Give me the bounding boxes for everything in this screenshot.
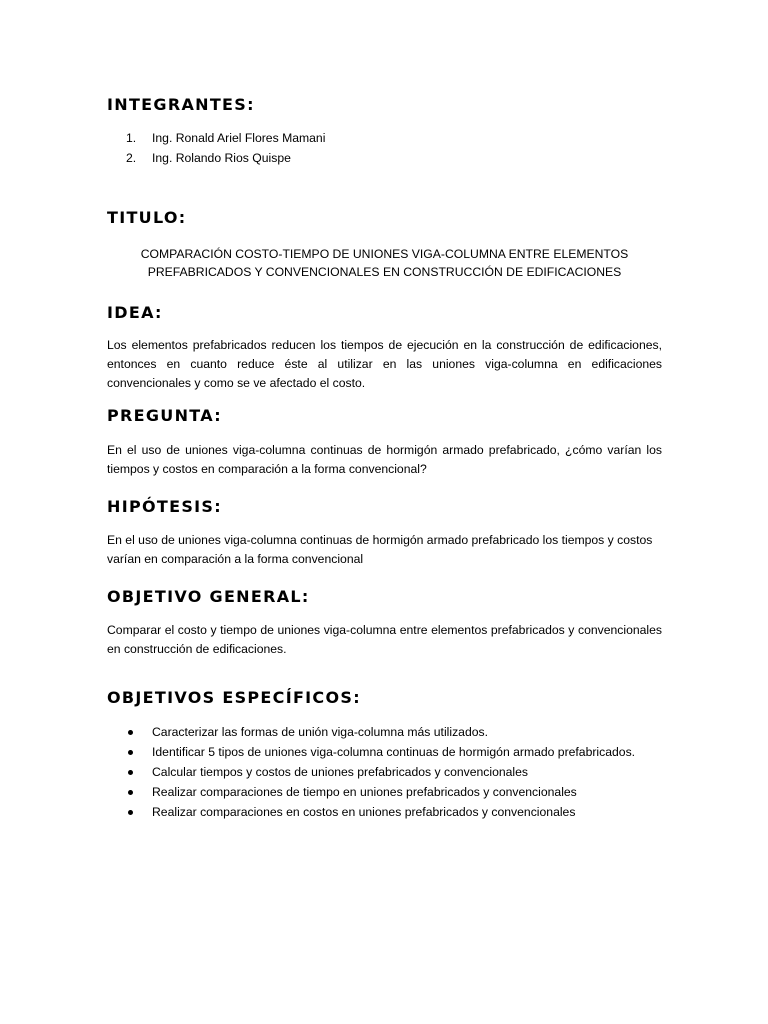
list-item [107, 762, 635, 782]
list-item [107, 802, 635, 822]
list-item [107, 128, 325, 148]
pregunta-text: En el uso de uniones viga-columna continuas de hormigón armado prefabricado, ¿cómo varían los tiempos y costos en comparación a la forma convencional? [107, 443, 662, 476]
objective-text: Identificar 5 tipos de uniones viga-columna continuas de hormigón armado prefabricados. [152, 745, 636, 759]
objective-text: Realizar comparaciones en costos en uniones prefabricados y convencionales [152, 805, 576, 819]
list-item [107, 782, 635, 802]
idea-text: Los elementos prefabricados reducen los tiempos de ejecución en la construcción de edificaciones, entonces en cuanto reduce éste al utilizar en las uniones viga-columna en edificaciones convencionales y como se ve afectado el costo. [107, 338, 662, 390]
objectives-list [107, 722, 635, 822]
list-item [107, 722, 635, 742]
bullet-icon [128, 770, 133, 775]
objetivos-especificos-heading: OBJETIVOS ESPECÍFICOS: [107, 688, 361, 707]
document-title [107, 245, 662, 281]
hipotesis-text: En el uso de uniones viga-columna continuas de hormigón armado prefabricado los tiempos y costos varían en comparación a la forma convencional [107, 533, 653, 566]
integrantes-heading: INTEGRANTES: [107, 95, 255, 114]
objetivo-general-text: Comparar el costo y tiempo de uniones viga-columna entre elementos prefabricados y convencionales en construcción de edificaciones. [107, 623, 662, 656]
members-list [107, 128, 325, 168]
idea-heading: IDEA: [107, 303, 163, 322]
objective-text: Caracterizar las formas de unión viga-columna más utilizados. [152, 725, 488, 739]
bullet-icon [128, 790, 133, 795]
document-title-line-2: PREFABRICADOS Y CONVENCIONALES EN CONSTRUCCIÓN DE EDIFICACIONES [147, 265, 622, 279]
bullet-icon [128, 730, 133, 735]
list-item [107, 148, 325, 168]
member-name: Ing. Rolando Rios Quispe [152, 151, 291, 165]
objetivo-general-heading: OBJETIVO GENERAL: [107, 587, 310, 606]
titulo-heading: TITULO: [107, 208, 187, 227]
document-title-line-1: COMPARACIÓN COSTO-TIEMPO DE UNIONES VIGA-COLUMNA ENTRE ELEMENTOS [140, 247, 629, 261]
bullet-icon [128, 810, 133, 815]
objective-text: Calcular tiempos y costos de uniones prefabricados y convencionales [152, 765, 528, 779]
hipotesis-heading: HIPÓTESIS: [107, 497, 222, 516]
member-name: Ing. Ronald Ariel Flores Mamani [152, 131, 326, 145]
bullet-icon [128, 750, 133, 755]
list-marker: 1. [126, 131, 137, 145]
list-marker: 2. [126, 151, 137, 165]
pregunta-heading: PREGUNTA: [107, 406, 222, 425]
list-item [107, 742, 635, 762]
objective-text: Realizar comparaciones de tiempo en uniones prefabricados y convencionales [152, 785, 577, 799]
